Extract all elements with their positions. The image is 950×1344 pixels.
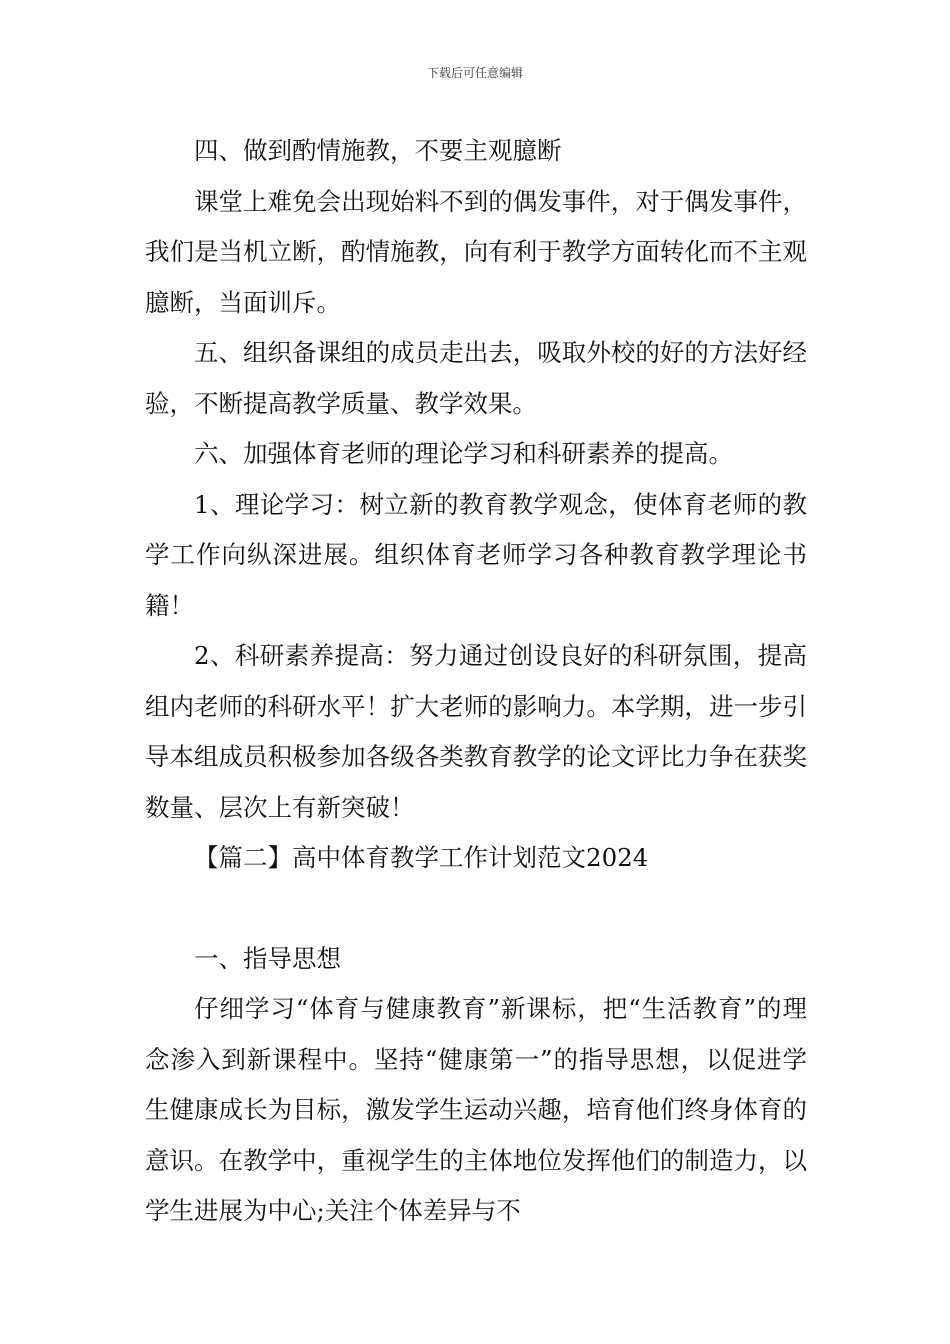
document-body <box>145 126 807 1237</box>
section-heading-guiding-idea: 一、指导思想 <box>194 943 341 973</box>
page-header: 下载后可任意编辑 <box>426 66 523 80</box>
paragraph-research: 2、科研素养提高：努力通过创设良好的科研氛围，提高组内老师的科研水平！扩大老师的影响力。本学期，进一步引导本组成员积极参加各级各类教育教学的论文评比力争在获奖数量、层次上有新突破！ <box>145 641 807 822</box>
section-heading-4: 四、做到酌情施教，不要主观臆断 <box>194 136 562 165</box>
paragraph-incidents: 课堂上难免会出现始料不到的偶发事件，对于偶发事件，我们是当机立断，酌情施教，向有利于教学方面转化而不主观臆断，当面训斥。 <box>145 186 807 317</box>
article-title-part-two: 【篇二】高中体育教学工作计划范文2024 <box>194 843 649 872</box>
paragraph-guiding-idea: 仔细学习“体育与健康教育”新课标，把“生活教育”的理念渗入到新课程中。坚持“健康第一”的指导思想，以促进学生健康成长为目标，激发学生运动兴趣，培育他们终身体育的意识。在教学中，重视学生的主体地位发挥他们的制造力，以学生进展为中心;关注个体差异与不 <box>145 994 807 1225</box>
paragraph-theory-study: 1、理论学习：树立新的教育教学观念，使体育老师的教学工作向纵深进展。组织体育老师学习各种教育教学理论书籍！ <box>145 489 807 620</box>
section-heading-6: 六、加强体育老师的理论学习和科研素养的提高。 <box>194 439 733 468</box>
blank-line <box>145 884 807 934</box>
section-heading-5: 五、组织备课组的成员走出去，吸取外校的好的方法好经验，不断提高教学质量、教学效果。 <box>145 338 807 418</box>
